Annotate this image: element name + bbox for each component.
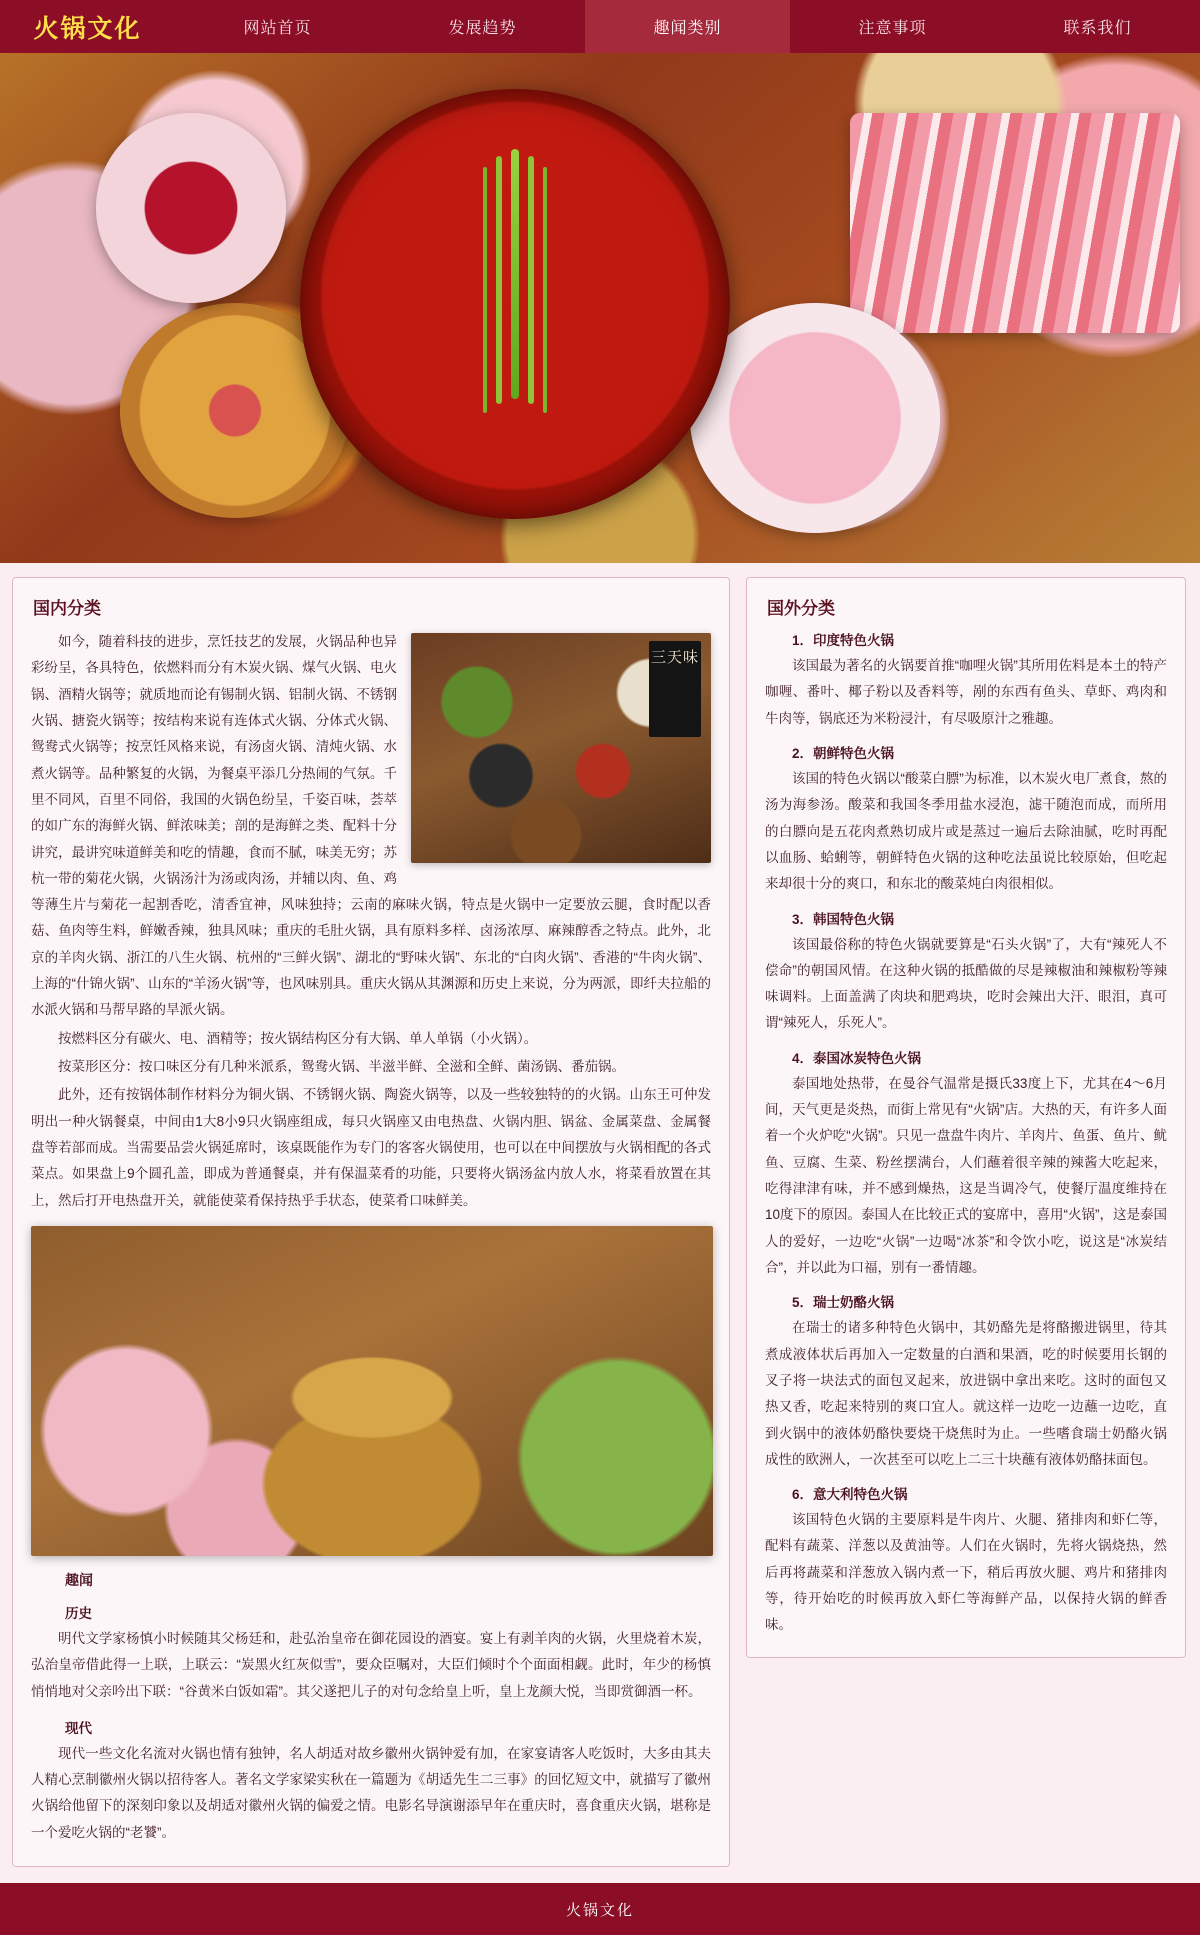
nav-items [175,0,1200,53]
section-heading-modern: 现代 [65,1720,92,1736]
nav-item-home[interactable]: 网站首页 [243,20,312,37]
hero-sashimi-plate [690,303,940,533]
copper-hotpot-image [31,1226,713,1556]
foreign-item-text-korea-north: 该国的特色火锅以“酸菜白膘”为标准，以木炭火电厂煮食，熬的汤为海参汤。酸菜和我国冬季用盐水浸泡，滤干随泡而成，而所用的白膘向是五花肉煮熟切成片或是蒸过一遍后去除油腻，吃时再配以血肠、蛤蜊等，朝鲜特色火锅的这种吃法虽说比较原始，但吃起来却很十分的爽口，和东北的酸菜炖白肉很相似。 [765,770,1167,892]
paragraph-by-material: 此外，还有按锅体制作材料分为铜火锅、不锈钢火锅、陶瓷火锅等，以及一些较独特的的火锅。山东王可仲发明出一种火锅餐桌，中间由1大8小9只火锅座组成，每只火锅座又由电热盘、火锅内胆、锅盆、金属菜盘、金属餐盘等若部而成。当需要品尝火锅延席时，该桌既能作为专门的客客火锅使用，也可以在中间摆放与火锅相配的各式菜点。如果盘上9个圆孔盖，即成为普通餐桌，并有保温菜肴的功能，只要将火锅汤盆内放人水，将菜看放置在其上，然后打开电热盘开关，就能使菜肴保持热乎手状态，使菜肴口味鲜美。 [31,1087,711,1208]
nav-item-contact[interactable]: 联系我们 [1063,20,1132,37]
paragraph-by-flavor: 按菜形区分：按口味区分有几种米派系，鸳鸯火锅、半滋半鲜、全滋和全鲜、菌汤锅、番茄锅。 [58,1059,625,1074]
nav-item-anecdotes[interactable]: 趣闻类别 [585,0,790,53]
foreign-item-heading-india: 1．印度特色火锅 [792,633,895,648]
foreign-item-heading-korea-north: 2．朝鲜特色火锅 [792,745,895,761]
paragraph-overview: 如今，随着科技的进步，烹饪技艺的发展，火锅品种也异彩纷呈，各具特色，依燃料而分有木炭火锅、煤气火锅、电火锅、酒精火锅等；就质地而论有锡制火锅、铝制火锅、不锈钢火锅、搪瓷火锅等；按结构来说有连体式火锅、分体式火锅、鸳鸯式火锅等；按烹饪风格来说，有汤卤火锅、清炖火锅、水煮火锅等。品种繁复的火锅，为餐桌平添几分热闹的气氛。千里不同风，百里不同俗，我国的火锅色纷呈，千姿百味，荟萃的如广东的海鲜火锅、鲜浓味美；剖的是海鲜之类、配料十分讲究，最讲究味道鲜美和吃的情趣，食而不腻，味美无穷；苏杭一带的菊花火锅，火锅汤汁为汤或肉汤，并辅以肉、鱼、鸡等薄生片与菊花一起割香吃，清香宜神，风味独持；云南的麻味火锅，特点是火锅中一定要放云腿，食时配以香菇、鱼肉等生料，鲜嫩香辣，独具风味；重庆的毛肚火锅，具有原料多样、卤汤浓厚、麻辣醇香之特点。此外，北京的羊肉火锅、浙江的八生火锅、杭州的“三鲜火锅”、湖北的“野味火锅”、东北的“白肉火锅”、香港的“牛肉火锅”、上海的“什锦火锅”、山东的“羊汤火锅”等，也风味别具。重庆火锅从其渊源和历史上来说，分为两派，即纤夫拉船的水派火锅和马帮早路的旱派火锅。 [31,634,711,1018]
foreign-item-heading-korea-south: 3．韩国特色火锅 [792,911,895,927]
hero-hotpot [300,89,730,519]
footer-text: 火锅文化 [565,1901,634,1919]
top-navigation-bar [0,0,1200,53]
foreign-item-text-italy: 该国特色火锅的主要原料是牛肉片、火腿、猪排肉和虾仁等，配料有蔬菜、洋葱以及黄油等。人们在火锅时，先将火锅烧热，然后再将蔬菜和洋葱放入锅内煮一下，稍后再放火腿、鸡片和猪排肉等，待开始吃的时候再放入虾仁等海鲜产品，以保持火锅的鲜香味。 [765,1512,1167,1633]
intro-block [31,629,711,1026]
section-heading-history: 历史 [65,1605,92,1621]
panel-title-domestic: 国内分类 [33,599,101,618]
foreign-classification-panel [746,577,1186,1658]
foreign-item-heading-thailand: 4．泰国冰炭特色火锅 [792,1050,922,1066]
paragraph-modern: 现代一些文化名流对火锅也情有独钟，名人胡适对故乡徽州火锅钟爱有加，在家宴请客人吃饭时，大多由其夫人精心烹制徽州火锅以招待客人。著名文学家梁实秋在一篇题为《胡适先生二三事》的回忆短文中，就描写了徽州火锅给他留下的深刻印象以及胡适对徽州火锅的偏爱之情。电影名导演谢添早年在重庆时，喜食重庆火锅，堪称是一个爱吃火锅的“老饕”。 [31,1745,711,1840]
anecdote-heading: 趣闻 [65,1571,93,1588]
hotpot-spread-image [411,633,711,863]
foreign-item-text-india: 该国最为著名的火锅要首推“咖哩火锅”其所用佐料是本土的特产咖喱、番叶、椰子粉以及香料等，剐的东西有鱼头、草虾、鸡肉和牛肉等，锅底还为米粉浸汁，有尽吸原汁之雅趣。 [765,658,1167,726]
paragraph-history: 明代文学家杨慎小时候随其父杨廷和，赴弘治皇帝在御花园设的酒宴。宴上有剥羊肉的火锅，火里烧着木炭，弘治皇帝借此得一上联，上联云：“炭黑火红灰似雪”，要众臣嘱对，大臣们倾时个个面面相觑。此时，年少的杨慎悄悄地对父亲吟出下联：“谷黄米白饭如霜”。其父遂把儿子的对句念给皇上听，皇上龙颜大悦，当即赏御酒一杯。 [31,1630,711,1699]
restaurant-sign-label: 三天味 [649,641,701,737]
hero-sauce-bowl [96,113,286,303]
paragraph-by-fuel: 按燃料区分有碳火、电、酒精等；按火锅结构区分有大锅、单人单锅（小火锅）。 [58,1030,538,1046]
site-footer [0,1883,1200,1935]
nav-item-notes[interactable]: 注意事项 [858,20,927,37]
foreign-item-text-switzerland: 在瑞士的诸多种特色火锅中，其奶酪先是将酪搬进锅里，待其煮成液体状后再加入一定数量的白酒和果酒，吃的时候要用长钢的叉子将一块法式的面包叉起来，放进锅中拿出来吃。这时的面包又热又香，吃起来特别的爽口宜人。就这样一边吃一边蘸一边吃，直到火锅中的液体奶酪快要烧干烧焦时为止。一些嗜食瑞士奶酪火锅成性的欧洲人，一次甚至可以吃上二三十块蘸有液体奶酪抹面包。 [765,1320,1167,1467]
hero-banner-image [0,53,1200,563]
domestic-classification-panel [12,577,730,1867]
site-logo[interactable]: 火锅文化 [33,13,142,43]
hero-meat-platter [850,113,1180,333]
main-content [0,563,1200,1867]
foreign-item-heading-italy: 6．意大利特色火锅 [792,1487,908,1503]
foreign-item-text-korea-south: 该国最俗称的特色火锅就要算是“石头火锅”了，大有“辣死人不偿命”的朝国风情。在这种火锅的抵酷做的尽是辣椒油和辣椒粉等辣味调料。上面盖满了肉块和肥鸡块，吃时会辣出大汗、眼泪，真可谓“辣死人，乐死人”。 [765,936,1167,1031]
foreign-item-heading-switzerland: 5．瑞士奶酪火锅 [792,1295,895,1311]
nav-item-trends[interactable]: 发展趋势 [448,20,517,37]
panel-title-foreign: 国外分类 [767,599,835,618]
foreign-item-text-thailand: 泰国地处热带，在曼谷气温常是摄氏33度上下，尤其在4～6月间，天气更是炎热，而街上常见有“火锅”店。大热的天，有许多人面着一个火炉吃“火锅”。只见一盘盘牛肉片、羊肉片、鱼蛋、鱼片、鱿鱼、豆腐、生菜、粉丝摆满台，人们蘸着很辛辣的辣酱大吃起来，吃得津津有味，并不感到燥热，这是当调冷气，使餐厅温度维持在10度下的原因。泰国人在比较正式的宴席中，喜用“火锅”，这是泰国人的爱好，一边吃“火锅”一边喝“冰茶”和令饮小吃，说这是“冰炭结合”，并以此为口福，别有一番情趣。 [765,1075,1168,1275]
